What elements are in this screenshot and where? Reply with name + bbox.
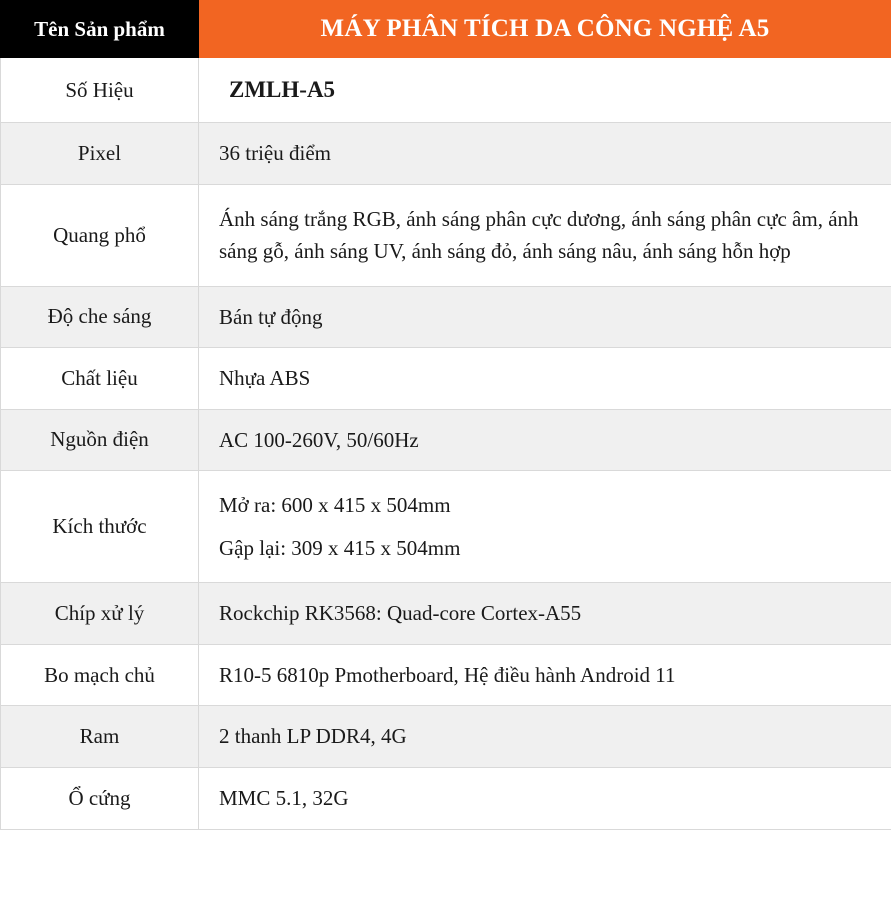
spec-label-kich-thuoc: Kích thước xyxy=(1,471,199,583)
spec-value-kich-thuoc-line-2: Gập lại: 309 x 415 x 504mm xyxy=(219,535,461,560)
table-row xyxy=(1,348,891,410)
spec-label-quang-pho: Quang phổ xyxy=(1,184,199,286)
header-label-cell: Tên Sản phẩm xyxy=(1,1,199,58)
spec-value-nguon-dien: AC 100-260V, 50/60Hz xyxy=(199,409,891,471)
table-row xyxy=(1,122,891,184)
table-row xyxy=(1,184,891,286)
spec-value-chip-xu-ly: Rockchip RK3568: Quad-core Cortex-A55 xyxy=(199,583,891,645)
spec-value-chat-lieu: Nhựa ABS xyxy=(199,348,891,410)
spec-label-ram: Ram xyxy=(1,706,199,768)
table-row xyxy=(1,583,891,645)
spec-label-pixel: Pixel xyxy=(1,122,199,184)
spec-value-do-che-sang: Bán tự động xyxy=(199,286,891,348)
spec-label-chip-xu-ly: Chíp xử lý xyxy=(1,583,199,645)
table-row xyxy=(1,706,891,768)
spec-value-pixel: 36 triệu điểm xyxy=(199,122,891,184)
table-row xyxy=(1,58,891,123)
spec-value-o-cung: MMC 5.1, 32G xyxy=(199,768,891,830)
table-row xyxy=(1,768,891,830)
table-row xyxy=(1,644,891,706)
table-row xyxy=(1,409,891,471)
spec-value-quang-pho: Ánh sáng trắng RGB, ánh sáng phân cực dương, ánh sáng phân cực âm, ánh sáng gỗ, ánh sáng UV, ánh sáng đỏ, ánh sáng nâu, ánh sáng hỗn hợp xyxy=(199,184,891,286)
spec-value-kich-thuoc-line-1: Mở ra: 600 x 415 x 504mm xyxy=(219,493,451,518)
table-header-row xyxy=(1,1,891,58)
spec-label-o-cung: Ổ cứng xyxy=(1,768,199,830)
spec-value-so-hieu: ZMLH-A5 xyxy=(199,58,891,123)
spec-label-so-hieu: Số Hiệu xyxy=(1,58,199,123)
spec-value-ram: 2 thanh LP DDR4, 4G xyxy=(199,706,891,768)
spec-label-nguon-dien: Nguồn điện xyxy=(1,409,199,471)
table-row xyxy=(1,471,891,583)
spec-label-do-che-sang: Độ che sáng xyxy=(1,286,199,348)
table-row xyxy=(1,286,891,348)
spec-value-bo-mach-chu: R10-5 6810p Pmotherboard, Hệ điều hành Android 11 xyxy=(199,644,891,706)
product-title-cell: MÁY PHÂN TÍCH DA CÔNG NGHỆ A5 xyxy=(199,1,891,58)
spec-value-kich-thuoc xyxy=(199,471,891,583)
spec-label-bo-mach-chu: Bo mạch chủ xyxy=(1,644,199,706)
spec-label-chat-lieu: Chất liệu xyxy=(1,348,199,410)
